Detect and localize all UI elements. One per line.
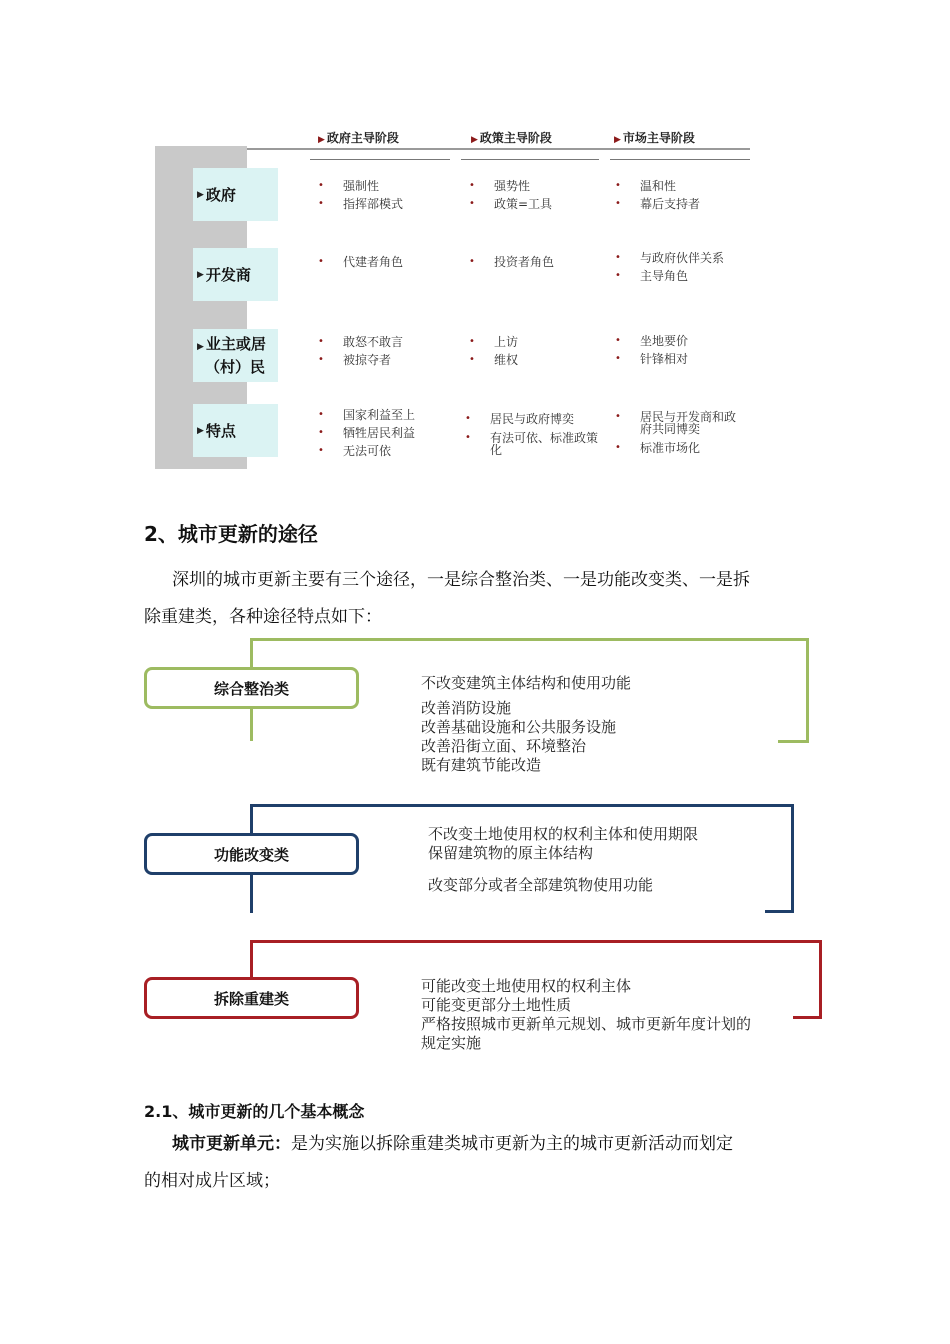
row-label-residents: ▶ 业主或居 （村）民 [193,329,278,382]
list-item: • 牺牲居民利益 [318,424,415,442]
cell-government-stage2 [469,177,552,213]
category-box-comprehensive: 综合整治类 [144,667,359,709]
list-item: • 主导角色 [615,267,724,285]
section-heading-2-1: 2.1、城市更新的几个基本概念 [144,1102,365,1121]
definition-line-1: 城市更新单元：是为实施以拆除重建类城市更新为主的城市更新活动而划定 [172,1134,733,1154]
list-item: • 温和性 [615,177,700,195]
list-item: • 敢怒不敢言 [318,333,403,351]
cell-residents-stage1 [318,333,403,369]
cell-residents-stage3 [615,332,688,368]
stage-rule-2 [461,159,599,160]
cell-developer-stage3 [615,249,724,285]
category-desc-function: 不改变土地使用权的权利主体和使用期限 保留建筑物的原主体结构 改变部分或者全部建筑物使用功能 [428,825,699,894]
paragraph-line-1: 深圳的城市更新主要有三个途径，一是综合整治类、一是功能改变类、一是拆 [172,570,750,590]
term-label: 城市更新单元： [172,1134,291,1154]
list-item: • 国家利益至上 [318,406,415,424]
table-top-rule [247,148,750,150]
cell-developer-stage2 [469,253,554,271]
category-desc-demolition: 可能改变土地使用权的权利主体 可能变更部分土地性质 严格按照城市更新单元规划、城市更新年度计划的 规定实施 [421,977,752,1052]
stage-rule-1 [310,159,450,160]
list-item: • 维权 [469,351,518,369]
list-item: • 与政府伙伴关系 [615,249,724,267]
triangle-icon: ▶ [197,342,204,352]
list-item: • 有法可依、标准政策化 [465,432,600,456]
list-item: • 居民与开发商和政府共同博奕 [615,411,745,435]
list-item: • 指挥部模式 [318,195,403,213]
triangle-icon: ▶ [614,135,621,145]
triangle-icon: ▶ [197,425,204,436]
row-label-characteristics: ▶ 特点 [193,404,278,457]
list-item: • 被掠夺者 [318,351,403,369]
stage-rule-3 [610,159,750,160]
bracket-tail-1 [778,740,809,743]
cell-characteristics-stage1 [318,406,415,460]
list-item: • 无法可依 [318,442,415,460]
list-item: • 投资者角色 [469,253,554,271]
category-box-function: 功能改变类 [144,833,359,875]
list-item: • 上访 [469,333,518,351]
list-item: • 针锋相对 [615,350,688,368]
bracket-tail-2 [765,910,794,913]
list-item: • 幕后支持者 [615,195,700,213]
list-item: • 居民与政府博奕 [465,410,600,428]
list-item: • 代建者角色 [318,253,403,271]
row-label-government: ▶ 政府 [193,168,278,221]
cell-residents-stage2 [469,333,518,369]
list-item: • 坐地要价 [615,332,688,350]
section-heading-2: 2、城市更新的途径 [144,522,318,546]
list-item: • 强制性 [318,177,403,195]
list-item: • 标准市场化 [615,439,745,457]
definition-line-2: 的相对成片区域； [144,1171,280,1191]
cell-characteristics-stage3 [615,411,745,457]
stage-header-3: ▶ 市场主导阶段 [614,131,695,145]
triangle-icon: ▶ [197,269,204,280]
triangle-icon: ▶ [471,135,478,145]
cell-characteristics-stage2 [465,410,600,456]
category-desc-comprehensive: 不改变建筑主体结构和使用功能 改善消防设施 改善基础设施和公共服务设施 改善沿街立面、环境整治 既有建筑节能改造 [421,674,632,774]
stage-header-2: ▶ 政策主导阶段 [471,131,552,145]
stage-header-1: ▶ 政府主导阶段 [318,131,399,145]
triangle-icon: ▶ [318,135,325,145]
cell-developer-stage1 [318,253,403,271]
cell-government-stage3 [615,177,700,213]
list-item: • 强势性 [469,177,552,195]
triangle-icon: ▶ [197,189,204,200]
category-box-demolition: 拆除重建类 [144,977,359,1019]
row-label-developer: ▶ 开发商 [193,248,278,301]
list-item: • 政策=工具 [469,195,552,213]
cell-government-stage1 [318,177,403,213]
bracket-tail-3 [793,1016,822,1019]
paragraph-line-2: 除重建类，各种途径特点如下： [144,607,382,627]
